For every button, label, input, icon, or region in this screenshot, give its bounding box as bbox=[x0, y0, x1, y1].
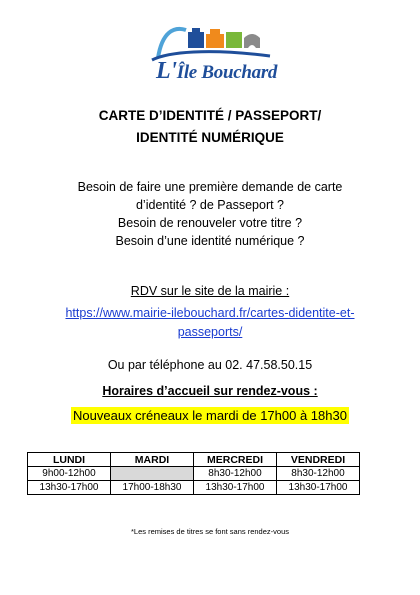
new-slots-banner bbox=[0, 407, 420, 425]
new-slots-text: Nouveaux créneaux le mardi de 17h00 à 18h30 bbox=[73, 408, 347, 423]
header-lundi: LUNDI bbox=[28, 453, 111, 467]
logo-name: Île Bouchard bbox=[176, 62, 278, 83]
cell-mardi-morning bbox=[111, 467, 194, 481]
cell-vendredi-morning: 8h30-12h00 bbox=[277, 467, 360, 481]
cell-vendredi-afternoon: 13h30-17h00 bbox=[277, 481, 360, 495]
header-vendredi: VENDREDI bbox=[277, 453, 360, 467]
header-mercredi: MERCREDI bbox=[194, 453, 277, 467]
cell-mercredi-morning: 8h30-12h00 bbox=[194, 467, 277, 481]
question-line2: d’identité ? de Passeport ? bbox=[135, 198, 285, 212]
cell-lundi-afternoon: 13h30-17h00 bbox=[28, 481, 111, 495]
mairie-link-line1[interactable]: https://www.mairie-ilebouchard.fr/cartes-didentite-et- bbox=[65, 306, 355, 320]
page-title-line2: IDENTITÉ NUMÉRIQUE bbox=[136, 130, 284, 145]
footnote: *Les remises de titres se font sans rendez-vous bbox=[131, 527, 289, 536]
question-line3: Besoin de renouveler votre titre ? bbox=[117, 216, 303, 230]
question-line1: Besoin de faire une première demande de carte bbox=[77, 180, 343, 194]
mairie-link-line2[interactable]: passeports/ bbox=[177, 325, 243, 339]
rdv-label: RDV sur le site de la mairie : bbox=[130, 284, 290, 298]
mairie-link[interactable] bbox=[0, 304, 420, 342]
horaires-title: Horaires d’accueil sur rendez-vous : bbox=[102, 384, 318, 398]
cell-mercredi-afternoon: 13h30-17h00 bbox=[194, 481, 277, 495]
logo-wordmark bbox=[156, 58, 277, 85]
cell-mardi-afternoon: 17h00-18h30 bbox=[111, 481, 194, 495]
question-line4: Besoin d’une identité numérique ? bbox=[115, 234, 305, 248]
town-logo bbox=[148, 22, 278, 82]
phone-text: Ou par téléphone au 02. 47.58.50.15 bbox=[107, 358, 313, 372]
schedule-header-row bbox=[28, 453, 360, 467]
page-title-line1: CARTE D’IDENTITÉ / PASSEPORT/ bbox=[98, 108, 322, 123]
schedule-row-morning bbox=[28, 467, 360, 481]
schedule-row-afternoon bbox=[28, 481, 360, 495]
questions-block bbox=[0, 178, 420, 250]
cell-lundi-morning: 9h00-12h00 bbox=[28, 467, 111, 481]
logo-prefix: L' bbox=[156, 58, 177, 84]
header-mardi: MARDI bbox=[111, 453, 194, 467]
schedule-table bbox=[27, 452, 360, 495]
